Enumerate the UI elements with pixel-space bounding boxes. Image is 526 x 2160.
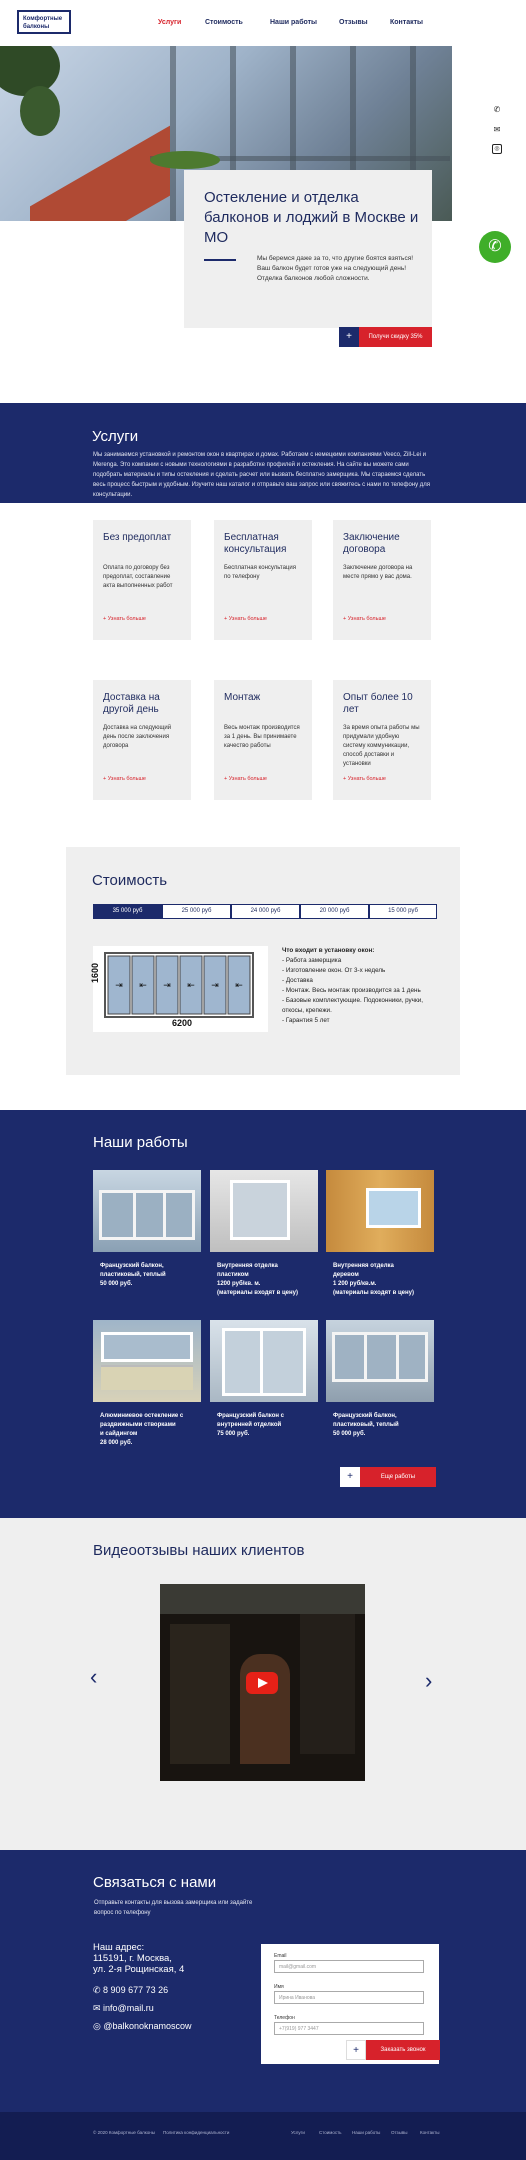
width-dimension: 6200 [172,1018,193,1028]
learn-more-link[interactable]: + Узнать больше [103,776,146,782]
work-caption: Внутренняя отделка пластиком 1200 руб/кв. м. (материалы входят в цену) [217,1263,298,1296]
footer-nav-reviews[interactable]: Отзывы [391,2130,408,2135]
price-tab[interactable]: 24 000 руб [231,904,300,919]
phone-icon: ✆ [93,1985,104,1995]
work-caption: Алюминиевое остекление с раздвижными створками и сайдингом 28 000 руб. [100,1413,184,1446]
contact-subtitle: Отправьте контакты для вызова замерщика или задайте вопрос по телефону [94,1900,253,1916]
work-photo[interactable] [210,1320,318,1402]
price-tab[interactable]: 20 000 руб [300,904,369,919]
work-caption: Французский балкон, пластиковый, теплый 50 000 руб. [100,1263,166,1287]
svg-text:⇥: ⇥ [211,981,219,991]
learn-more-link[interactable]: + Узнать больше [224,776,267,782]
site-header [0,0,526,46]
price-tab[interactable]: 25 000 руб [162,904,231,919]
nav-reviews[interactable]: Отзывы [339,19,368,26]
svg-text:⇤: ⇤ [187,981,195,991]
copyright: © 2020 Комфортные балконы [93,2130,156,2135]
discount-button[interactable]: Получи скидку 35% [359,327,432,347]
footer-nav-contacts[interactable]: Контакты [420,2130,440,2135]
footer-nav-services[interactable]: Услуги [291,2130,305,2135]
hero-plus-button[interactable]: + [339,327,359,347]
work-caption: Французский балкон с внутренней отделкой 75 000 руб. [217,1413,284,1437]
prev-arrow-icon[interactable]: ‹ [90,1664,98,1689]
email-field[interactable]: mail@gmail.com [274,1960,424,1973]
contact-email[interactable]: ✉ info@mail.ru [93,2003,154,2013]
pricing-title: Стоимость [92,872,168,889]
price-tab[interactable]: 35 000 руб [93,904,162,919]
logo[interactable]: Комфортные балконы [17,10,71,34]
nav-services[interactable]: Услуги [158,19,182,26]
work-photo[interactable] [326,1170,434,1252]
instagram-icon[interactable]: ◎ [492,144,502,154]
privacy-link[interactable]: Политика конфиденциальности [163,2130,230,2135]
works-plus-button[interactable]: + [340,1467,360,1487]
included-list: Что входит в установку окон: - Работа замерщика - Изготовление окон. От 3-х недель - Доставка - Монтаж. Весь монтаж производится за 1 день - Базовые комплектующие. Подоконники, ручки, откосы, крепежи. - Гарантия 5 лет [282,947,423,1024]
more-works-button[interactable]: Еще работы [360,1467,436,1487]
contact-title: Связаться с нами [93,1874,217,1891]
work-photo[interactable] [210,1170,318,1252]
learn-more-link[interactable]: + Узнать больше [343,776,386,782]
mail-icon: ✉ [93,2003,104,2013]
hero-divider [204,259,236,261]
phone-icon[interactable]: ✆ [493,105,501,114]
service-card: Монтаж Весь монтаж производится за 1 день. Вы принимаете качество работы + Узнать больше [214,680,312,800]
contact-phone[interactable]: ✆ 8 909 677 73 26 [93,1985,169,1995]
height-dimension: 1600 [90,962,100,983]
instagram-icon: ◎ [93,2021,104,2031]
call-float-button[interactable]: ✆ [479,231,511,263]
footer [0,2112,526,2160]
form-plus-button[interactable]: + [346,2040,366,2060]
hero-title: Остекление и отделка балконов и лоджий в Москве и МО [204,189,419,246]
service-card: Без предоплат Оплата по договору без предоплат, составление акта выполненных работ + Узнать больше [93,520,191,640]
price-tab[interactable]: 15 000 руб [369,904,437,919]
nav-contacts[interactable]: Контакты [390,19,424,26]
services-description: Мы занимаемся установкой и ремонтом окон в квартирах и домах. Работаем с немецкими компаниями Veeco, Zill-Lei и Merenga. Это компании с новыми технологиями в разработке профилей и остекления. На сайте вы можете сами подобрать материалы и типы остекления и сделать расчет или вызвать бесплатно замерщика. Мы стараемся сделать весь процесс быстрым и удобным. Изучите наш каталог и отправьте ваш запрос или свяжитесь с нами по телефону для консультации. [93,452,431,498]
learn-more-link[interactable]: + Узнать больше [224,616,267,622]
learn-more-link[interactable]: + Узнать больше [343,616,386,622]
svg-text:⇥: ⇥ [163,981,171,991]
name-field[interactable]: Ирина Иванова [274,1991,424,2004]
contact-instagram[interactable]: ◎ @balkonoknamoscow [93,2021,192,2031]
service-card: Заключение договора Заключение договора на месте прямо у вас дома. + Узнать больше [333,520,431,640]
service-card: Опыт более 10 лет За время опыта работы мы придумали удобную систему коммуникации, способ доставки и установки + Узнать больше [333,680,431,800]
learn-more-link[interactable]: + Узнать больше [103,616,146,622]
service-card: Бесплатная консультация Бесплатная консультация по телефону + Узнать больше [214,520,312,640]
works-title: Наши работы [93,1134,188,1151]
service-card: Доставка на другой день Доставка на следующий день после заключения договора + Узнать больше [93,680,191,800]
mail-icon[interactable]: ✉ [493,125,501,134]
nav-pricing[interactable]: Стоимость [205,19,243,26]
work-caption: Французский балкон, пластиковый, теплый 50 000 руб. [333,1413,399,1437]
reviews-title: Видеоотзывы наших клиентов [93,1542,305,1559]
work-caption: Внутренняя отделка деревом 1 200 руб/кв.м. (материалы входят в цену) [333,1263,414,1296]
review-video[interactable] [160,1584,365,1781]
services-title: Услуги [92,428,139,445]
work-photo[interactable] [326,1320,434,1402]
hero-text: Мы беремся даже за то, что другие боятся взяться! Ваш балкон будет готов уже на следующий день! Отделка балконов любой сложности. [257,255,414,282]
phone-field[interactable]: +7(919) 977 3447 [274,2022,424,2035]
footer-nav-works[interactable]: Наши работы [352,2130,381,2135]
address: Наш адрес: 115191, г. Москва, ул. 2-я Рощинская, 4 [93,1942,185,1975]
nav-works[interactable]: Наши работы [270,19,318,26]
callback-form: Email mail@gmail.com Имя Ирина Иванова Телефон +7(919) 977 3447 [261,1944,439,2064]
next-arrow-icon[interactable]: › [425,1668,433,1693]
svg-text:⇤: ⇤ [139,981,147,991]
svg-text:⇤: ⇤ [235,981,243,991]
footer-nav-pricing[interactable]: Стоимость [319,2130,342,2135]
work-photo[interactable] [93,1170,201,1252]
play-icon[interactable] [246,1672,278,1694]
svg-text:⇥: ⇥ [115,981,123,991]
work-photo[interactable] [93,1320,201,1402]
request-call-button[interactable]: Заказать звонок [366,2040,440,2060]
